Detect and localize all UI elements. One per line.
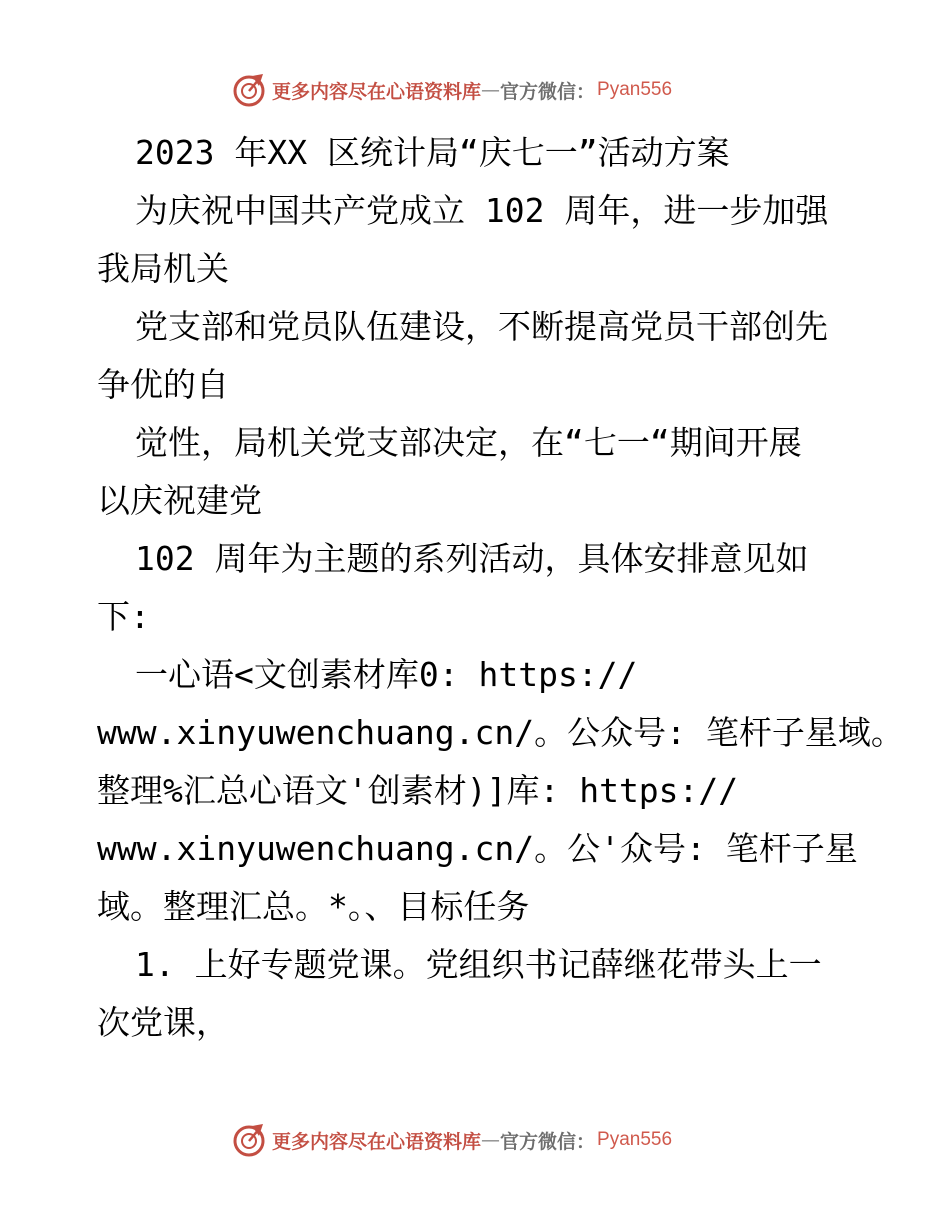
paragraph-line: 域。整理汇总。*。、目标任务 — [97, 887, 530, 926]
watermark-text-red: 更多内容尽在心语资料库 — [272, 80, 482, 103]
pen-logo-icon — [232, 72, 268, 108]
watermark-text-gray: 官方微信： — [500, 80, 596, 103]
paragraph-line: 下: — [97, 597, 150, 636]
paragraph-line: www.xinyuwenchuang.cn/。公众号: 笔杆子星域。 — [97, 713, 904, 752]
watermark-wechat-id: Pyan556 — [597, 1129, 673, 1150]
paragraph-line: 以庆祝建党 — [97, 481, 262, 520]
paragraph-line: 我局机关 — [97, 249, 229, 288]
paragraph-line: 党支部和党员队伍建设，不断提高党员干部创先 — [135, 307, 828, 346]
watermark-text-red: 更多内容尽在心语资料库 — [272, 1130, 482, 1153]
paragraph-line: 争优的自 — [97, 365, 229, 404]
paragraph-line: 次党课， — [97, 1003, 229, 1042]
paragraph-line: 整理%汇总心语文'创素材)]库: https:// — [97, 771, 739, 810]
watermark-banner-top — [232, 71, 672, 109]
pen-logo-icon — [232, 1122, 268, 1158]
document-title: 2023 年XX 区统计局“庆七一”活动方案 — [135, 133, 730, 172]
paragraph-line: 为庆祝中国共产党成立 102 周年，进一步加强 — [135, 191, 829, 230]
watermark-wechat-id: Pyan556 — [597, 79, 673, 100]
watermark-dash: — — [481, 1129, 501, 1151]
watermark-text-gray: 官方微信： — [500, 1130, 596, 1153]
paragraph-line: 一心语<文创素材库0: https:// — [135, 655, 638, 694]
paragraph-line: 1. 上好专题党课。党组织书记薛继花带头上一 — [135, 945, 822, 984]
paragraph-line: www.xinyuwenchuang.cn/。公'众号: 笔杆子星 — [97, 829, 858, 868]
watermark-banner-bottom — [232, 1121, 672, 1159]
document-body — [97, 124, 917, 1052]
paragraph-line: 102 周年为主题的系列活动，具体安排意见如 — [135, 539, 809, 578]
paragraph-line: 觉性，局机关党支部决定，在“七一“期间开展 — [135, 423, 802, 462]
watermark-dash: — — [481, 79, 501, 101]
